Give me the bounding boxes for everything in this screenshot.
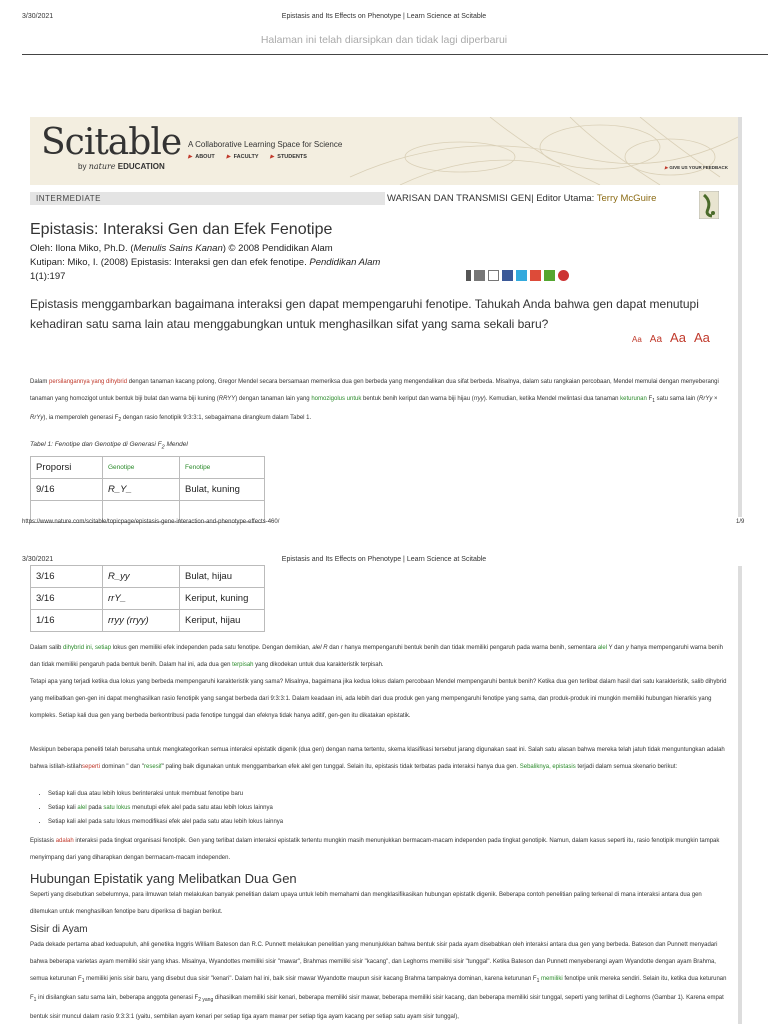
facebook-icon[interactable] <box>502 270 513 281</box>
link-dihybrid[interactable]: dihybrid ini, setiap <box>63 645 112 651</box>
cell-genotype: rrY_ <box>103 588 180 610</box>
print-date: 3/30/2021 <box>22 13 54 20</box>
topic-prefix: WARISAN DAN TRANSMISI GEN| Editor Utama: <box>387 193 597 204</box>
book-cover-icon[interactable] <box>699 191 719 219</box>
nav-faculty[interactable]: ▶ FACULTY <box>226 154 259 160</box>
print-icon[interactable] <box>474 270 485 281</box>
lead-paragraph: Epistasis menggambarkan bagaimana interaksi gen dapat mempengaruhi fenotipe. Tahukah Anda bahwa gen dapat menutupi kehadiran satu sama lain atau menggabungkan untuk menghasilkan sifat yang sama sekali baru? <box>30 297 699 331</box>
font-size-controls <box>632 330 710 345</box>
byline-brand: nature <box>88 162 116 171</box>
google-plus-icon[interactable] <box>530 270 541 281</box>
table-row <box>31 566 265 588</box>
byline <box>78 162 165 171</box>
link-have[interactable]: memiliki <box>541 976 563 982</box>
cell-proportion: 9/16 <box>31 479 103 501</box>
nav-about[interactable]: ▶ ABOUT <box>188 154 215 160</box>
phenotype-table-part2 <box>30 565 265 632</box>
print-header <box>0 13 768 27</box>
byline-by: by <box>78 162 87 171</box>
cell-phenotype: Keriput, hijau <box>180 610 265 632</box>
triangle-icon: ▶ <box>188 154 193 160</box>
phenotype-table-part1 <box>30 456 265 523</box>
cell-proportion: 1/16 <box>31 610 103 632</box>
paragraph-1: Dalam persilangannya yang dihybrid dengan tanaman kacang polong, Gregor Mendel secara bersamaan memeriksa dua gen berbeda yang mengendalikan dua sifat berbeda. Misalnya, dalam satu rangkaian percobaan, Mendel memulai dengan menyeberangi tanaman yang homozigot untuk bentuk biji bulat dan warna biji kuning (RRYY) dengan tanaman lain yang homozigolus untuk bentuk benih keriput dan warna biji hijau (rryy). Kemudian, ketika Mendel melintasi dua tanaman keturunan $F_1$ satu sama lain (RrYy × RrYy), ia memperoleh generasi $F_2$ dengan rasio fenotipik 9:3:3:1, sebagaimana dirangkum dalam Tabel 1. <box>30 379 719 424</box>
list-item: • Setiap kali dua atau lebih lokus berinteraksi untuk membuat fenotipe baru <box>48 787 728 801</box>
triangle-icon: ▶ <box>270 154 275 160</box>
link-homozygous[interactable]: homozigolus untuk <box>311 396 362 402</box>
banner-nav <box>188 154 317 160</box>
subsection-heading: Sisir di Ayam <box>30 924 88 935</box>
triangle-icon: ▶ <box>664 165 669 170</box>
font-size-large[interactable]: Aa <box>670 330 686 345</box>
cell-genotype: R_Y_ <box>103 479 180 501</box>
table-row <box>31 610 265 632</box>
topic-line <box>387 193 656 204</box>
link-allele[interactable]: alel <box>597 645 608 651</box>
cell-phenotype: Bulat, hijau <box>180 566 265 588</box>
volume-line: 1(1):197 <box>30 271 66 282</box>
page-url: https://www.nature.com/scitable/topicpage/epistasis-gene-interaction-and-phenotype-effects-460/ <box>22 519 280 525</box>
paragraph-3: Tetapi apa yang terjadi ketika dua lokus yang berbeda mempengaruhi karakteristik yang sama? Misalnya, bagaimana jika kedua lokus dalam percobaan Mendel mempengaruhi bentuk benih? Ketika dua gen terlibat dalam hasil dari satu karakteristik, salib dihybrid yang melibatkan gen-gen ini dapat menghasilkan rasio fenotipik yang sangat berbeda dari 9:3:3:1. Dalam keadaan ini, ada lebih dari dua produk gen yang mempengaruhi fenotipe yang sama, dan produk-produk ini mungkin memiliki hubungan hierarkis yang kompleks. Setiap kali dua gen yang berbeda berkontribusi pada fenotipe tunggal dan efeknya tidak hanya aditif, gen-gen itu dikatakan epistatik. <box>30 679 727 719</box>
link-epistasis[interactable]: Sebaliknya, epistasis <box>519 764 576 770</box>
citation-line: Kutipan: Miko, I. (2008) Epistasis: Interaksi gen dan efek fenotipe. Pendidikan Alam <box>30 257 381 268</box>
link-allele[interactable]: alel <box>77 805 87 811</box>
col-genotype: Genotipe <box>103 457 180 479</box>
print-title: Epistasis and Its Effects on Phenotype | Learn Science at Scitable <box>281 556 487 563</box>
print-date: 3/30/2021 <box>22 556 54 563</box>
editor-link[interactable]: Terry McGuire <box>596 193 657 204</box>
paragraph-2: Dalam salib dihybrid ini, setiap lokus gen memiliki efek independen pada satu fenotipe. Dengan demikian, alel R dan r hanya mempengaruhi bentuk benih dan tidak memiliki pengaruh pada warna benih, sementara alel Y dan y hanya mempengaruhi warna benih dan tidak memiliki pengaruh pada bentuk benih. Dalam hal ini, ada dua gen terpisah yang dikodekan untuk dua karakteristik terpisah. <box>30 645 723 668</box>
cell-proportion: 3/16 <box>31 588 103 610</box>
link-such-as[interactable]: seperti <box>82 764 101 770</box>
link-separate[interactable]: terpisah <box>232 662 254 668</box>
site-banner <box>30 117 738 185</box>
twitter-icon[interactable] <box>516 270 527 281</box>
scrollbar[interactable] <box>738 117 742 517</box>
article-title: Epistasis: Interaksi Gen dan Efek Fenotipe <box>30 221 333 238</box>
font-size-medium[interactable]: Aa <box>649 334 663 345</box>
page-number: 1/9 <box>736 519 745 525</box>
cell-phenotype: Keriput, kuning <box>180 588 265 610</box>
cell-phenotype: Bulat, kuning <box>180 479 265 501</box>
leaf-illustration <box>340 117 738 185</box>
link-recessive[interactable]: resesif <box>144 764 162 770</box>
stumbleupon-icon[interactable] <box>544 270 555 281</box>
paragraph-7: Pada dekade pertama abad keduapuluh, ahli genetika Inggris William Bateson dan R.C. Punnett melakukan penelitian yang menunjukkan bahwa bentuk sisir pada ayam disebabkan oleh interaksi antara dua gen yang berbeda. Bateson dan Punnett menyadari bahwa beberapa varietas ayam memiliki sisir yang khas. Misalnya, Wyandottes memiliki sisir "mawar", Brahmas memiliki sisir "kacang", dan Leghorns memiliki sisir "tunggal". Ketika Bateson dan Punnett menyeberangi ayam Wyandotte dengan ayam Brahma, semua keturunan $F_1$ memiliki jenis sisir baru, yang disebut dua sisir "kenari". Dalam hal ini, baik sisir mawar Wyandotte maupun sisir kacang Brahma tampaknya dominan, karena keturunan $F_1$ memiliki fenotipe unik mereka sendiri. Selain itu, ketika dua keturunan $F_1$ ini disilangkan satu sama lain, beberapa anggota generasi $F_{2 yang}$ dihasilkan memiliki sisir kenari, beberapa memiliki sisir mawar, beberapa memiliki sisir kacang, dan beberapa memiliki sisir tunggal, seperti yang terlihat di Leghorns (Gambar 1). Karena empat bentuk sisir muncul dalam rasio 9:3:3:1 (yaitu, sembilan ayam kenari per setiap tiga ayam mawar per setiap tiga ayam kacang per setiap satu ayam sisir tunggal), <box>30 942 727 1021</box>
paragraph-4: Meskipun beberapa peneliti telah berusaha untuk mengkategorikan semua interaksi epistatik digenik (dua gen) dengan nama tertentu, skema klasifikasi tersebut jarang digunakan saat ini. Salah satu alasan bahwa mereka telah jatuh tidak menguntungkan adalah bahwa istilah-istilahseperti dominan " dan "resesif" paling baik digunakan untuk menggambarkan efek alel gen tunggal. Selain itu, epistasis tidak terbatas pada interaksi hanya dua gen. Sebaliknya, epistasis terjadi dalam semua skenario berikut: <box>30 747 725 770</box>
paragraph-5: Epistasis adalah interaksi pada tingkat organisasi fenotipik. Gen yang terlibat dalam interaksi epistatik tertentu mungkin masih menunjukkan bermacam-macam independen pada tingkat genotipik. Namun, dalam kasus seperti itu, rasio fenotipik mungkin tampak menyimpang dari yang diharapkan dengan bermacam-macam independen. <box>30 838 720 861</box>
link-is[interactable]: adalah <box>55 838 74 844</box>
cell-proportion: 3/16 <box>31 566 103 588</box>
level-label: INTERMEDIATE <box>36 194 101 203</box>
list-item: • Setiap kali alel pada satu lokus memodifikasi efek alel pada satu atau lebih lokus lainnya <box>48 815 728 829</box>
section-heading: Hubungan Epistatik yang Melibatkan Dua Gen <box>30 871 297 886</box>
cell-genotype: R_yy <box>103 566 180 588</box>
link-dihybrid-cross[interactable]: persilangannya yang dihybrid <box>49 379 128 385</box>
bookmark-icon[interactable] <box>466 270 471 281</box>
scitable-logo[interactable]: Scitable <box>41 122 182 163</box>
nav-students[interactable]: ▶ STUDENTS <box>270 154 307 160</box>
share-toolbar <box>466 270 569 281</box>
author-line: Oleh: Ilona Miko, Ph.D. (Menulis Sains Kanan) © 2008 Pendidikan Alam <box>30 243 333 254</box>
email-icon[interactable] <box>488 270 499 281</box>
scenario-list <box>48 787 728 829</box>
col-proportion: Proporsi <box>31 457 103 479</box>
archived-notice: Halaman ini telah diarsipkan dan tidak lagi diperbarui <box>260 34 508 46</box>
table-row <box>31 479 265 501</box>
link-one-locus[interactable]: satu lokus <box>103 805 131 811</box>
divider <box>22 54 768 55</box>
paragraph-6: Seperti yang disebutkan sebelumnya, para ilmuwan telah melakukan banyak penelitian dalam upaya untuk lebih memahami dan mengklasifikasikan hubungan epistatik digenik. Beberapa contoh penelitian paling terkenal di mana interaksi antara dua gen ditemukan untuk menghasilkan fenotipe baru diperiksa di bagian berikut. <box>30 892 702 915</box>
feedback-link[interactable]: ▶ GIVE US YOUR FEEDBACK <box>664 165 728 170</box>
triangle-icon: ▶ <box>226 154 231 160</box>
table-header-row <box>31 457 265 479</box>
level-bar <box>30 192 385 205</box>
byline-edu: EDUCATION <box>117 162 165 171</box>
print-title: Epistasis and Its Effects on Phenotype | Learn Science at Scitable <box>281 13 487 20</box>
reddit-icon[interactable] <box>558 270 569 281</box>
tagline: A Collaborative Learning Space for Science <box>188 140 343 149</box>
cell-genotype: rryy (rryy) <box>103 610 180 632</box>
font-size-xlarge[interactable]: Aa <box>693 330 710 345</box>
scrollbar[interactable] <box>738 566 742 1024</box>
list-item: • Setiap kali alel pada satu lokus menutupi efek alel pada satu atau lebih lokus lainnya <box>48 801 728 815</box>
col-phenotype: Fenotipe <box>180 457 265 479</box>
font-size-small[interactable]: Aa <box>632 335 642 344</box>
table-caption: Tabel 1: Fenotipe dan Genotipe di Generasi $F_2$ Mendel <box>30 441 188 451</box>
table-row <box>31 588 265 610</box>
link-offspring[interactable]: keturunan <box>620 396 647 402</box>
